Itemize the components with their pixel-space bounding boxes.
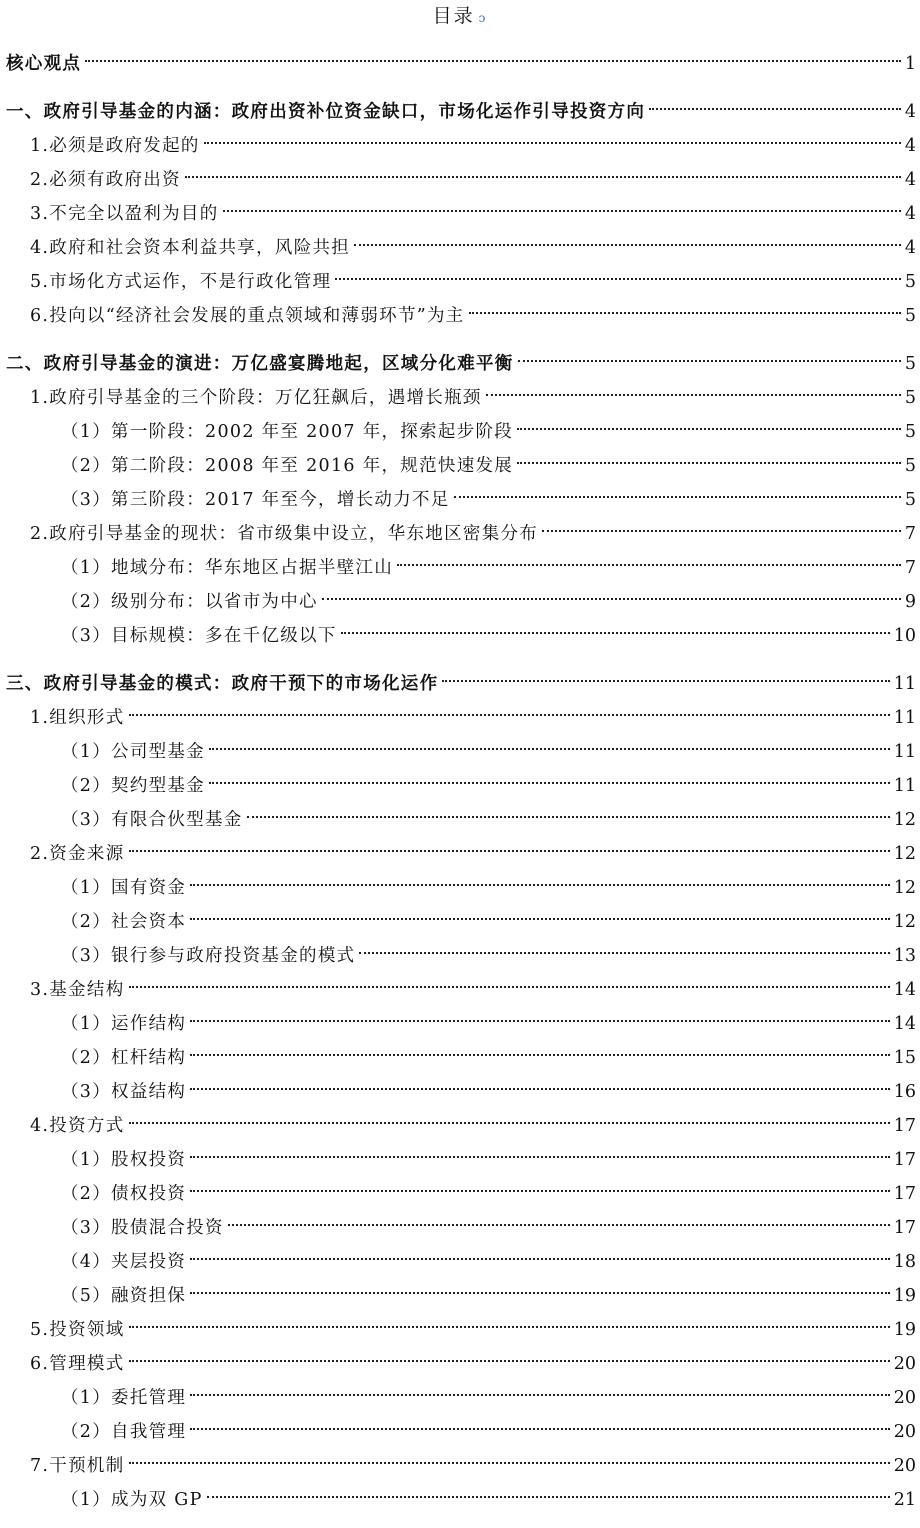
- dot-leader: [190, 884, 889, 886]
- toc-entry[interactable]: [0, 1211, 916, 1245]
- toc-entry-title: （2）第二阶段：2008 年至 2016 年，规范快速发展: [61, 456, 514, 476]
- toc-entry[interactable]: [0, 1449, 916, 1483]
- toc-entry[interactable]: [0, 803, 916, 837]
- toc-entry-page-number: 19: [893, 1286, 916, 1306]
- toc-entry-title: （5）融资担保: [61, 1286, 187, 1306]
- dot-leader: [190, 1258, 889, 1260]
- toc-entry-page-number: 20: [893, 1456, 916, 1476]
- toc-entry[interactable]: [0, 1381, 916, 1415]
- toc-entry-page-number: 18: [893, 1252, 916, 1272]
- dot-leader: [228, 1224, 890, 1226]
- toc-entry[interactable]: [0, 299, 916, 333]
- toc-entry-title: （1）地域分布：华东地区占据半壁江山: [61, 558, 394, 578]
- toc-entry-page-number: 20: [893, 1388, 916, 1408]
- toc-entry-title: 二、政府引导基金的演进：万亿盛宴腾地起，区域分化难平衡: [6, 354, 514, 374]
- dot-leader: [223, 210, 901, 212]
- dot-leader: [129, 986, 890, 988]
- toc-entry-title: 三、政府引导基金的模式：政府干预下的市场化运作: [6, 674, 439, 694]
- toc-entry[interactable]: [0, 871, 916, 905]
- dot-leader: [335, 278, 901, 280]
- toc-entry-title: （3）银行参与政府投资基金的模式: [61, 946, 356, 966]
- toc-entry[interactable]: [0, 735, 916, 769]
- toc-entry-title: （3）权益结构: [61, 1082, 187, 1102]
- dot-leader: [129, 1122, 890, 1124]
- toc-entry-page-number: 4: [904, 238, 916, 258]
- toc-entry[interactable]: [0, 585, 916, 619]
- toc-entry[interactable]: [0, 231, 916, 265]
- dot-leader: [190, 1054, 889, 1056]
- toc-entry-page-number: 17: [893, 1184, 916, 1204]
- toc-entry-page-number: 21: [893, 1490, 916, 1510]
- toc-entry-title: 5.市场化方式运作，不是行政化管理: [30, 272, 332, 292]
- anchor-mark-icon: ↄ: [478, 11, 488, 25]
- dot-leader: [354, 244, 901, 246]
- dot-leader: [207, 1496, 890, 1498]
- dot-leader: [542, 530, 901, 532]
- toc-entry[interactable]: [0, 1041, 916, 1075]
- dot-leader: [486, 394, 901, 396]
- toc-entry-title: 4.政府和社会资本利益共享，风险共担: [30, 238, 351, 258]
- toc-entry[interactable]: [0, 1313, 916, 1347]
- toc-entry[interactable]: [0, 129, 916, 163]
- toc-entry-page-number: 11: [893, 674, 916, 694]
- toc-entry-page-number: 4: [904, 136, 916, 156]
- toc-entry-page-number: 7: [904, 558, 916, 578]
- toc-entry[interactable]: [0, 1177, 916, 1211]
- toc-entry-title: 2.政府引导基金的现状：省市级集中设立，华东地区密集分布: [30, 524, 539, 544]
- toc-entry-page-number: 11: [893, 776, 916, 796]
- dot-leader: [185, 176, 901, 178]
- toc-entry[interactable]: [0, 347, 916, 381]
- toc-heading: [0, 4, 920, 30]
- toc-entry[interactable]: [0, 197, 916, 231]
- dot-leader: [518, 360, 901, 362]
- toc-entry-page-number: 16: [893, 1082, 916, 1102]
- toc-heading-text: 目录: [432, 5, 475, 27]
- toc-entry[interactable]: [0, 95, 916, 129]
- toc-entry[interactable]: [0, 1483, 916, 1517]
- toc-entry-page-number: 20: [893, 1422, 916, 1442]
- toc-entry[interactable]: [0, 1279, 916, 1313]
- dot-leader: [454, 496, 901, 498]
- dot-leader: [469, 312, 901, 314]
- toc-entry-title: （1）国有资金: [61, 878, 187, 898]
- toc-entry-title: 2.必须有政府出资: [30, 170, 181, 190]
- toc-entry-page-number: 4: [904, 102, 916, 122]
- dot-leader: [247, 816, 890, 818]
- toc-entry-title: （2）债权投资: [61, 1184, 187, 1204]
- toc-entry[interactable]: [0, 449, 916, 483]
- toc-entry[interactable]: [0, 837, 916, 871]
- toc-entry-page-number: 17: [893, 1150, 916, 1170]
- toc-entry[interactable]: [0, 1075, 916, 1109]
- toc-entry-page-number: 5: [904, 490, 916, 510]
- toc-entry-title: （2）级别分布：以省市为中心: [61, 592, 318, 612]
- dot-leader: [129, 850, 890, 852]
- toc-entry[interactable]: [0, 47, 916, 81]
- toc-entry[interactable]: [0, 1143, 916, 1177]
- dot-leader: [517, 428, 901, 430]
- toc-entry-page-number: 12: [893, 810, 916, 830]
- toc-entry-title: 1.组织形式: [30, 708, 125, 728]
- toc-entry[interactable]: [0, 1007, 916, 1041]
- toc-entry[interactable]: [0, 1415, 916, 1449]
- toc-entry-title: （2）社会资本: [61, 912, 187, 932]
- dot-leader: [129, 1326, 890, 1328]
- toc-entry[interactable]: [0, 667, 916, 701]
- dot-leader: [204, 142, 901, 144]
- dot-leader: [190, 1428, 889, 1430]
- toc-entry[interactable]: [0, 415, 916, 449]
- toc-entry-page-number: 5: [904, 422, 916, 442]
- toc-entry-title: （3）目标规模：多在千亿级以下: [61, 626, 337, 646]
- dot-leader: [190, 1292, 889, 1294]
- dot-leader: [397, 564, 901, 566]
- toc-entry-page-number: 4: [904, 204, 916, 224]
- dot-leader: [190, 1394, 889, 1396]
- toc-entry[interactable]: [0, 551, 916, 585]
- toc-entry-title: （1）成为双 GP: [61, 1490, 203, 1510]
- toc-entry-title: （1）运作结构: [61, 1014, 187, 1034]
- toc-entry-title: （2）自我管理: [61, 1422, 187, 1442]
- toc-entry-title: （3）股债混合投资: [61, 1218, 224, 1238]
- toc-entry-page-number: 5: [904, 388, 916, 408]
- toc-entry[interactable]: [0, 701, 916, 735]
- toc-entry-page-number: 7: [904, 524, 916, 544]
- toc-entry-title: 3.不完全以盈利为目的: [30, 204, 219, 224]
- dot-leader: [190, 1020, 889, 1022]
- toc-entry-title: （4）夹层投资: [61, 1252, 187, 1272]
- toc-entry-page-number: 9: [904, 592, 916, 612]
- dot-leader: [209, 782, 890, 784]
- toc-entry[interactable]: [0, 939, 916, 973]
- dot-leader: [209, 748, 890, 750]
- toc-entry[interactable]: [0, 517, 916, 551]
- toc-entry[interactable]: [0, 163, 916, 197]
- dot-leader: [129, 1462, 890, 1464]
- toc-entry-title: （1）第一阶段：2002 年至 2007 年，探索起步阶段: [61, 422, 514, 442]
- toc-entry-title: 1.政府引导基金的三个阶段：万亿狂飙后，遇增长瓶颈: [30, 388, 482, 408]
- toc-entry-title: 5.投资领域: [30, 1320, 125, 1340]
- toc-entry-title: （1）股权投资: [61, 1150, 187, 1170]
- toc-entry-title: 6.管理模式: [30, 1354, 125, 1374]
- dot-leader: [129, 1360, 890, 1362]
- toc-entry[interactable]: [0, 265, 916, 299]
- toc-entry-page-number: 13: [893, 946, 916, 966]
- toc-entry-page-number: 5: [904, 306, 916, 326]
- dot-leader: [359, 952, 889, 954]
- dot-leader: [85, 60, 901, 62]
- toc-entry-page-number: 12: [893, 912, 916, 932]
- toc-entry-title: 7.干预机制: [30, 1456, 125, 1476]
- toc-entry[interactable]: [0, 619, 916, 653]
- toc-entry-title: （3）有限合伙型基金: [61, 810, 243, 830]
- toc-entry-title: 一、政府引导基金的内涵：政府出资补位资金缺口，市场化运作引导投资方向: [6, 102, 646, 122]
- toc-entry[interactable]: [0, 769, 916, 803]
- toc-entry-title: （2）杠杆结构: [61, 1048, 187, 1068]
- dot-leader: [322, 598, 901, 600]
- toc-entry-title: 2.资金来源: [30, 844, 125, 864]
- toc-entry-title: 6.投向以“经济社会发展的重点领域和薄弱环节”为主: [30, 306, 465, 326]
- dot-leader: [190, 1088, 889, 1090]
- toc-entry-page-number: 11: [893, 708, 916, 728]
- toc-entry-page-number: 14: [893, 980, 916, 1000]
- toc-entry-page-number: 5: [904, 272, 916, 292]
- toc-entry[interactable]: [0, 1245, 916, 1279]
- toc-entry-page-number: 11: [893, 742, 916, 762]
- toc-entry-page-number: 1: [904, 54, 916, 74]
- dot-leader: [129, 714, 890, 716]
- toc-entry-page-number: 17: [893, 1218, 916, 1238]
- dot-leader: [190, 1190, 889, 1192]
- toc-entry[interactable]: [0, 483, 916, 517]
- toc-entry-page-number: 17: [893, 1116, 916, 1136]
- toc-entry[interactable]: [0, 381, 916, 415]
- toc-entry-title: 4.投资方式: [30, 1116, 125, 1136]
- dot-leader: [649, 108, 901, 110]
- dot-leader: [190, 1156, 889, 1158]
- dot-leader: [341, 632, 890, 634]
- toc-entry-page-number: 14: [893, 1014, 916, 1034]
- toc-entry-page-number: 5: [904, 354, 916, 374]
- toc-entry-title: 1.必须是政府发起的: [30, 136, 200, 156]
- toc-entry[interactable]: [0, 1109, 916, 1143]
- toc-entry-title: （3）第三阶段：2017 年至今，增长动力不足: [61, 490, 450, 510]
- dot-leader: [190, 918, 889, 920]
- toc-entry-page-number: 19: [893, 1320, 916, 1340]
- toc-entry-page-number: 12: [893, 844, 916, 864]
- toc-entry-title: 3.基金结构: [30, 980, 125, 1000]
- toc-entry[interactable]: [0, 973, 916, 1007]
- dot-leader: [442, 680, 889, 682]
- toc-entry-page-number: 10: [893, 626, 916, 646]
- toc-entry[interactable]: [0, 1347, 916, 1381]
- toc-entry-title: 核心观点: [6, 54, 82, 74]
- toc-list: [0, 47, 916, 1517]
- toc-entry-title: （1）公司型基金: [61, 742, 206, 762]
- toc-entry-page-number: 4: [904, 170, 916, 190]
- toc-entry[interactable]: [0, 905, 916, 939]
- toc-entry-title: （2）契约型基金: [61, 776, 206, 796]
- toc-entry-page-number: 15: [893, 1048, 916, 1068]
- toc-entry-page-number: 12: [893, 878, 916, 898]
- dot-leader: [517, 462, 901, 464]
- toc-entry-page-number: 5: [904, 456, 916, 476]
- toc-entry-page-number: 20: [893, 1354, 916, 1374]
- toc-entry-title: （1）委托管理: [61, 1388, 187, 1408]
